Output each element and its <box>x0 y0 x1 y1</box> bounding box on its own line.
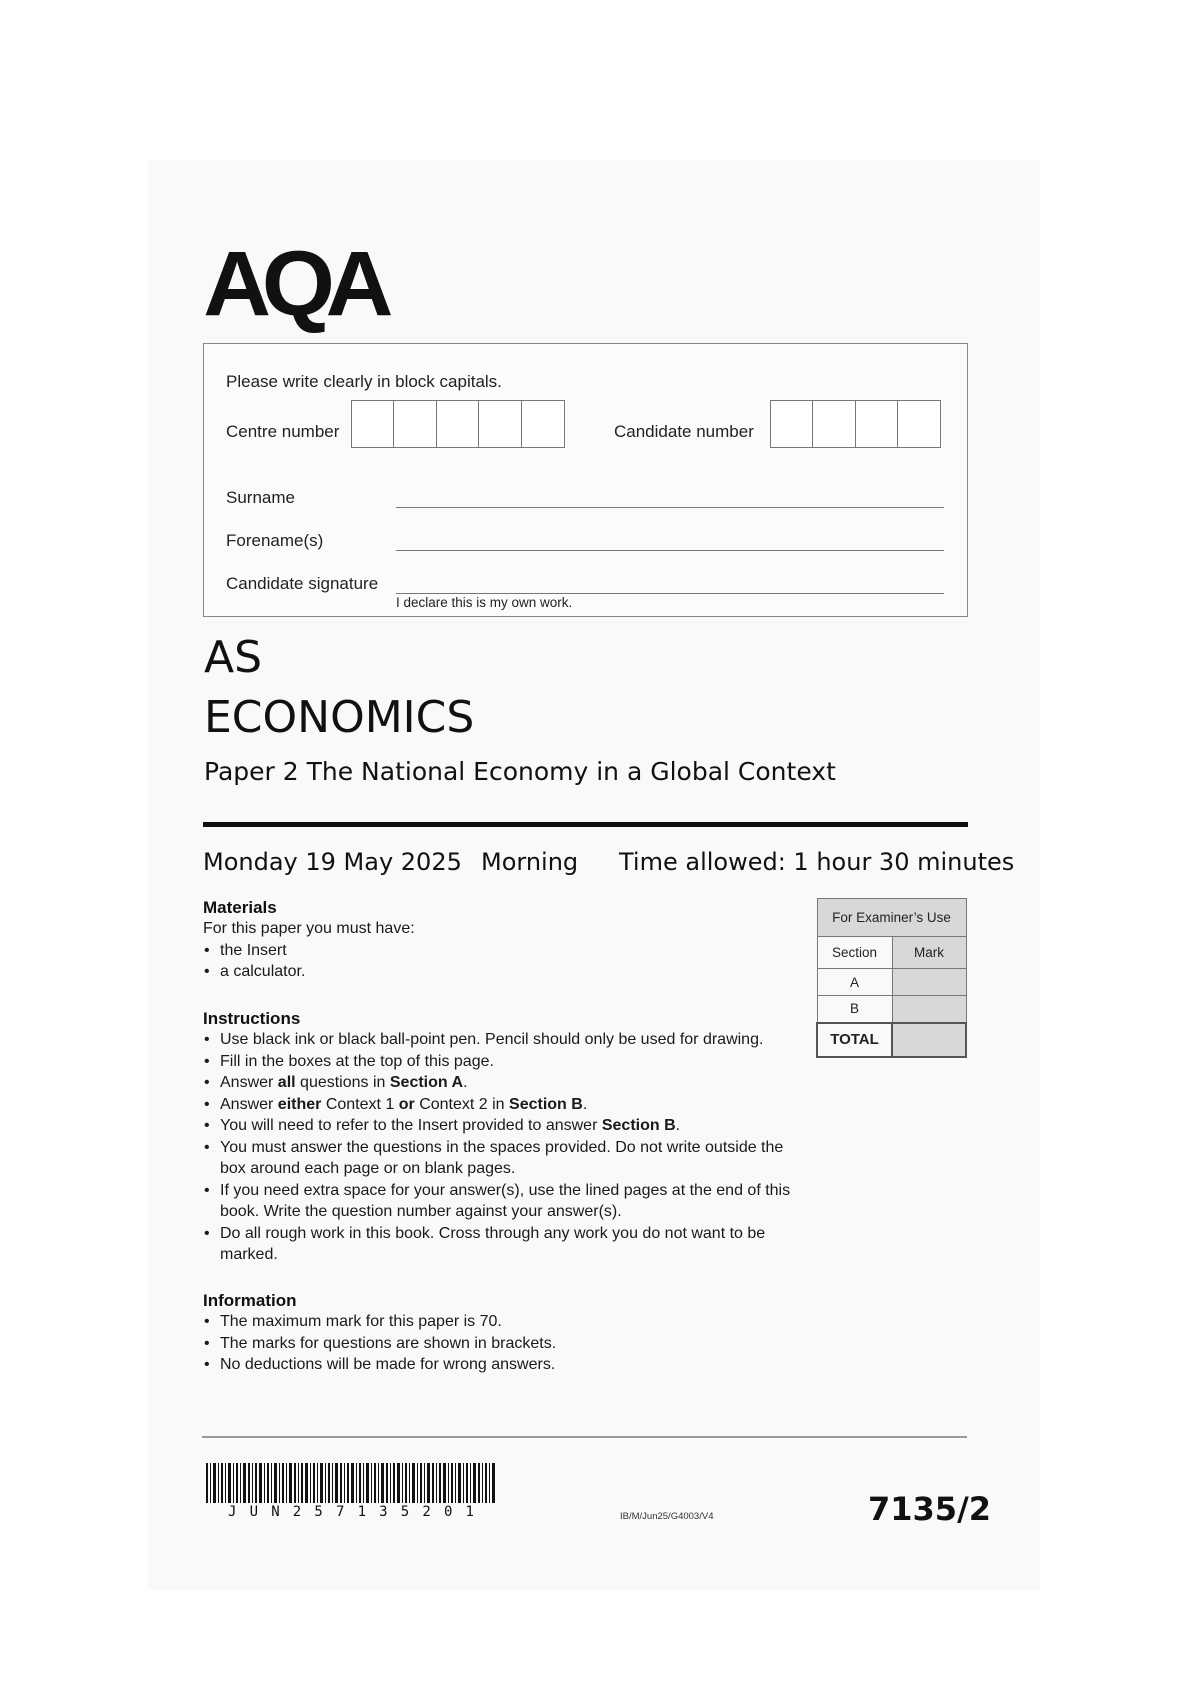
list-item: • Do all rough work in this book. Cross through any work you do not want to be marked. <box>203 1223 803 1266</box>
list-item: • If you need extra space for your answer(s), use the lined pages at the end of this book. Write the question number against your answer(s). <box>203 1180 803 1223</box>
materials-list <box>203 940 803 983</box>
forename-field[interactable] <box>396 550 944 551</box>
information-list <box>203 1311 803 1376</box>
total-cell: TOTAL <box>817 1023 892 1057</box>
examiner-table-title: For Examiner’s Use <box>817 899 966 937</box>
exam-session: Morning <box>481 848 579 876</box>
list-item: • The maximum mark for this paper is 70. <box>203 1311 803 1333</box>
examiners-use-table <box>816 898 967 1058</box>
candidate-digit-box[interactable] <box>855 400 899 448</box>
candidate-digit-box[interactable] <box>897 400 941 448</box>
materials-heading: Materials <box>203 898 277 917</box>
surname-label: Surname <box>226 488 295 507</box>
qualification-level: AS <box>204 632 263 683</box>
candidate-details-box <box>203 343 968 617</box>
barcode-digits: J U N 2 5 7 1 3 5 2 0 1 <box>228 1504 474 1520</box>
declaration-text: I declare this is my own work. <box>396 595 573 610</box>
instructions-section <box>203 1009 803 1266</box>
signature-label: Candidate signature <box>226 574 379 593</box>
centre-digit-box[interactable] <box>521 400 565 448</box>
surname-field[interactable] <box>396 507 944 508</box>
list-item: • You must answer the questions in the spaces provided. Do not write outside the box around each page or on blank pages. <box>203 1137 803 1180</box>
section-column-header: Section <box>817 937 892 969</box>
block-capitals-instruction: Please write clearly in block capitals. <box>226 372 502 391</box>
candidate-number-label: Candidate number <box>614 422 754 441</box>
materials-section <box>203 898 803 983</box>
section-b-mark-cell <box>892 996 966 1023</box>
paper-title: Paper 2 The National Economy in a Global Context <box>204 757 836 786</box>
centre-digit-box[interactable] <box>436 400 480 448</box>
list-item: • No deductions will be made for wrong answers. <box>203 1354 803 1376</box>
list-item: • Fill in the boxes at the top of this page. <box>203 1051 803 1073</box>
list-item: • the Insert <box>203 940 803 962</box>
forename-label: Forename(s) <box>226 531 324 550</box>
materials-intro: For this paper you must have: <box>203 920 415 937</box>
section-b-cell: B <box>817 996 892 1023</box>
exam-date: Monday 19 May 2025 <box>203 848 462 876</box>
centre-number-boxes[interactable] <box>352 400 565 448</box>
paper-code: 7135/2 <box>868 1490 992 1528</box>
candidate-digit-box[interactable] <box>770 400 814 448</box>
total-mark-cell <box>892 1023 966 1057</box>
centre-digit-box[interactable] <box>478 400 522 448</box>
information-heading: Information <box>203 1291 297 1310</box>
list-item: • Answer all questions in Section A. <box>203 1072 803 1094</box>
candidate-number-boxes[interactable] <box>771 400 941 448</box>
centre-number-label: Centre number <box>226 422 340 441</box>
subject-title: ECONOMICS <box>204 692 475 743</box>
mark-column-header: Mark <box>892 937 966 969</box>
header-divider <box>203 822 968 827</box>
instructions-list <box>203 1029 803 1266</box>
aqa-logo: AQA <box>203 233 385 335</box>
information-section <box>203 1291 803 1376</box>
footer-divider <box>202 1436 967 1438</box>
list-item: • Use black ink or black ball-point pen. Pencil should only be used for drawing. <box>203 1029 803 1051</box>
list-item: • Answer either Context 1 or Context 2 in Section B. <box>203 1094 803 1116</box>
section-a-cell: A <box>817 969 892 996</box>
list-item: • The marks for questions are shown in brackets. <box>203 1333 803 1355</box>
signature-field[interactable] <box>396 593 944 594</box>
time-allowed: Time allowed: 1 hour 30 minutes <box>619 848 1015 876</box>
list-item: • You will need to refer to the Insert provided to answer Section B. <box>203 1115 803 1137</box>
barcode-graphic <box>206 1463 496 1503</box>
section-a-mark-cell <box>892 969 966 996</box>
list-item: • a calculator. <box>203 961 803 983</box>
instructions-heading: Instructions <box>203 1009 301 1028</box>
centre-digit-box[interactable] <box>393 400 437 448</box>
centre-digit-box[interactable] <box>351 400 395 448</box>
document-reference: IB/M/Jun25/G4003/V4 <box>620 1511 714 1522</box>
candidate-digit-box[interactable] <box>812 400 856 448</box>
